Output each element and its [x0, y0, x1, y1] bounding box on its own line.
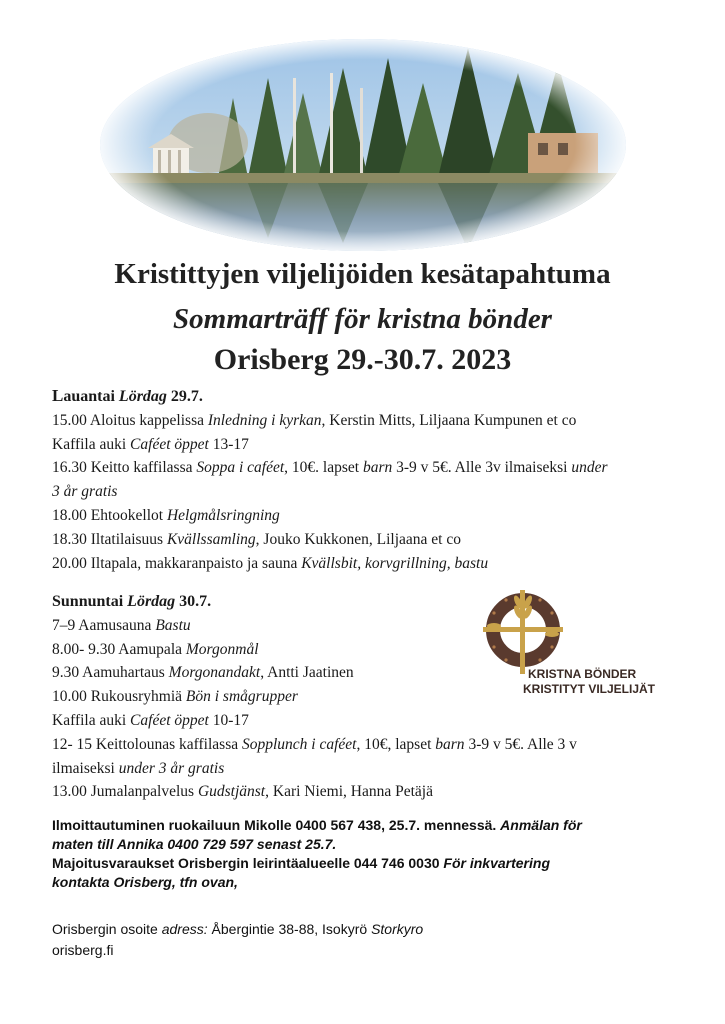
item-text: 10.00 Rukousryhmiä [52, 688, 186, 706]
item-text: 13.00 Jumalanpalvelus [52, 783, 198, 801]
schedule-item [52, 480, 692, 504]
address-text: Åbergintie 38-88, Isokyrö [207, 921, 372, 937]
item-text: 20.00 Iltapala, makkaranpaisto ja sauna [52, 554, 302, 572]
item-swedish: Kvällsbit, korvgrillning, bastu [301, 554, 489, 572]
address-text: Orisbergin osoite [52, 921, 162, 937]
item-text: , Kerstin Mitts, Liljaana Kumpunen et co [321, 411, 577, 429]
note-swedish: kontakta Orisberg, tfn ovan, [52, 874, 238, 890]
item-swedish: Inledning i kyrkan [207, 411, 322, 429]
sunday-heading-fi: Sunnuntai [52, 593, 124, 610]
item-text: Kaffila auki [52, 435, 131, 453]
item-text: 9.30 Aamuhartaus [52, 664, 169, 682]
item-swedish: Soppa i caféet [196, 459, 285, 477]
note-line [52, 816, 692, 835]
item-swedish: Sopplunch i caféet [241, 735, 357, 753]
logo-text-line2: KRISTITYT VILJELIJÄT [523, 682, 656, 696]
item-swedish: Morgonmål [185, 640, 259, 658]
item-swedish: Kvällssamling [166, 530, 256, 548]
item-swedish: Bastu [155, 616, 191, 634]
logo-text-line1: KRISTNA BÖNDER [528, 667, 637, 681]
item-swedish: Morgonandakt [168, 664, 261, 682]
address-swedish: Storkyro [371, 921, 424, 937]
item-text: ilmaiseksi [52, 759, 119, 777]
saturday-heading-date: 29.7. [170, 388, 203, 405]
item-swedish: under [571, 459, 608, 477]
sunday-heading-date: 30.7. [179, 593, 212, 610]
note-text: Majoitusvaraukset Orisbergin leirintäalueelle 044 746 0030 [52, 855, 444, 871]
item-swedish: Gudstjänst [197, 783, 266, 801]
item-swedish: barn [362, 459, 393, 477]
note-swedish: För inkvartering [443, 855, 551, 871]
item-text: 15.00 Aloitus kappelissa [52, 411, 208, 429]
schedule-item [52, 709, 692, 733]
saturday-heading-fi: auantai [63, 388, 115, 405]
item-swedish: Caféet öppet [130, 435, 209, 453]
kristna-bonder-logo [478, 586, 658, 706]
item-text: , 10€, lapset [356, 735, 436, 753]
item-text: , Jouko Kukkonen, Liljaana et co [255, 530, 461, 548]
lake-photo [98, 38, 628, 253]
address-block [52, 919, 692, 961]
item-swedish: Bön i smågrupper [185, 688, 298, 706]
schedule-item [52, 409, 692, 433]
item-text: 3-9 v 5€. Alle 3v ilmaiseksi [392, 459, 572, 477]
title-swedish: Sommarträff för kristna bönder [173, 303, 552, 335]
schedule-item [52, 504, 692, 528]
note-swedish: Anmälan för [500, 817, 582, 833]
website-link[interactable]: orisberg.fi [52, 942, 114, 958]
saturday-heading [52, 384, 692, 409]
note-text: Ilmoittautuminen ruokailuun Mikolle 0400 567 438, 25.7. mennessä. [52, 817, 501, 833]
item-text: 7–9 Aamusauna [52, 616, 156, 634]
schedule-item [52, 552, 692, 576]
item-text: 13-17 [208, 435, 249, 453]
item-swedish: barn [435, 735, 465, 753]
item-text: 16.30 Keitto kaffilassa [52, 459, 197, 477]
note-swedish: maten till Annika 0400 729 597 senast 25.7. [52, 836, 337, 852]
title-finnish: Kristittyjen viljelijöiden kesätapahtuma [114, 258, 611, 290]
item-text: , Kari Niemi, Hanna Petäjä [265, 783, 433, 801]
item-swedish: under 3 år gratis [118, 759, 225, 777]
item-text: 18.00 Ehtookellot [52, 506, 167, 524]
schedule-item [52, 733, 692, 757]
note-line [52, 873, 692, 892]
item-swedish: 3 år gratis [52, 483, 118, 501]
saturday-schedule [52, 384, 692, 575]
item-text: 18.30 Iltatilaisuus [52, 530, 167, 548]
note-line [52, 854, 692, 873]
item-text: , Antti Jaatinen [260, 664, 354, 682]
item-text: 12- 15 Keittolounas kaffilassa [52, 735, 242, 753]
saturday-heading-initial: L [52, 386, 64, 405]
item-swedish: Helgmålsringning [166, 506, 280, 524]
item-swedish: Caféet öppet [130, 711, 209, 729]
item-text: 3-9 v 5€. Alle 3 v [464, 735, 577, 753]
note-line [52, 835, 692, 854]
item-text: 8.00- 9.30 Aamupala [52, 640, 186, 658]
schedule-item [52, 433, 692, 457]
item-text: , 10€. lapset [284, 459, 363, 477]
registration-notes [52, 816, 692, 892]
schedule-item [52, 456, 692, 480]
schedule-item [52, 757, 692, 781]
title-date: Orisberg 29.-30.7. 2023 [213, 343, 512, 376]
item-text: 10-17 [208, 711, 249, 729]
wheat-cross-icon [483, 590, 563, 674]
address-line [52, 919, 692, 940]
schedule-item [52, 780, 692, 804]
item-text: Kaffila auki [52, 711, 131, 729]
schedule-item [52, 528, 692, 552]
saturday-heading-sv: Lördag [118, 388, 167, 405]
sunday-heading-sv: Lördag [127, 593, 176, 610]
address-swedish: adress: [161, 921, 208, 937]
